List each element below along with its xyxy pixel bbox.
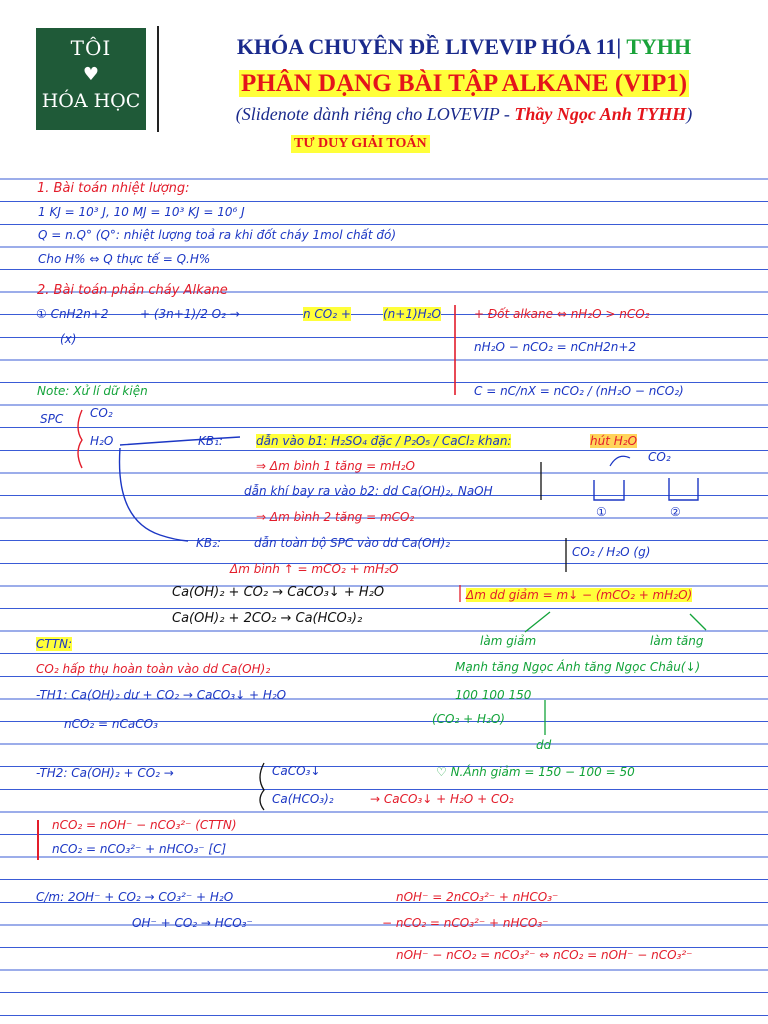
note-line: ① CnH2n+2	[36, 307, 109, 321]
note-line: dd	[536, 738, 552, 752]
note-line: 1. Bài toán nhiệt lượng:	[37, 181, 190, 196]
note-line: làm giảm	[480, 634, 537, 648]
heart-icon: ♥	[82, 64, 100, 85]
note-line: CTTN:	[36, 637, 73, 651]
arrow-kb2	[120, 448, 189, 541]
note-line: Cho H% ⇔ Q thực tế = Q.H%	[38, 252, 211, 266]
note-line: ♡ N.Ánh giảm = 150 − 100 = 50	[436, 765, 635, 779]
th2-brace	[260, 763, 264, 810]
note-line: (x)	[60, 332, 77, 346]
note-line: Ca(HCO₃)₂	[272, 792, 334, 806]
note-line: Δm dd giảm = m↓ − (mCO₂ + mH₂O)	[466, 588, 693, 602]
note-line: ①	[596, 505, 607, 519]
course-brand: TYHH	[626, 34, 692, 59]
logo-text-top: TÔI	[70, 36, 112, 60]
note-line: nOH⁻ − nCO₂ = nCO₃²⁻ ⇔ nCO₂ = nOH⁻ − nCO₃²⁻	[396, 948, 693, 962]
note-line: n CO₂ +	[303, 307, 351, 321]
note-line: ⇒ Δm bình 2 tăng = mCO₂	[256, 510, 415, 524]
note-line: CO₂ hấp thụ hoàn toàn vào dd Ca(OH)₂	[36, 662, 271, 676]
note-line: ②	[670, 505, 681, 519]
note-line: CO₂	[648, 450, 671, 464]
note-line: H₂O	[90, 434, 114, 448]
note-line: -TH2: Ca(OH)₂ + CO₂ →	[36, 766, 174, 780]
note-line: 100 100 150	[455, 688, 532, 702]
note-line: dẫn toàn bộ SPC vào dd Ca(OH)₂	[254, 536, 451, 550]
subtitle-main: (Slidenote dành riêng cho LOVEVIP -	[235, 104, 515, 124]
note-line: Ca(OH)₂ + 2CO₂ → Ca(HCO₃)₂	[172, 611, 363, 626]
arrow-lam-giam	[525, 612, 550, 632]
note-line: C = nC/nX = nCO₂ / (nH₂O − nCO₂)	[474, 384, 684, 398]
note-line: CaCO₃↓	[272, 764, 321, 778]
subtitle-teacher: Thầy Ngọc Anh TYHH	[514, 104, 687, 124]
note-line: KB₁:	[198, 434, 223, 448]
note-line: Ca(OH)₂ + CO₂ → CaCO₃↓ + H₂O	[172, 585, 385, 600]
note-line: 2. Bài toán phản cháy Alkane	[37, 283, 228, 298]
note-line: nH₂O − nCO₂ = nCnH2n+2	[474, 340, 637, 354]
note-line: ⇒ Δm bình 1 tăng = mH₂O	[256, 459, 415, 473]
note-line: → CaCO₃↓ + H₂O + CO₂	[370, 792, 514, 806]
beaker-2	[669, 478, 698, 500]
note-line: dẫn khí bay ra vào b2: dd Ca(OH)₂, NaOH	[244, 484, 493, 498]
note-line: Q = n.Q° (Q°: nhiệt lượng toả ra khi đốt cháy 1mol chất đó)	[38, 228, 397, 242]
beaker-1	[594, 480, 624, 500]
note-line: + (3n+1)/2 O₂ →	[140, 307, 240, 321]
note-line: làm tăng	[650, 634, 704, 648]
note-line: CO₂ / H₂O (g)	[572, 545, 651, 559]
note-line: dẫn vào b1: H₂SO₄ đặc / P₂O₅ / CaCl₂ khan:	[256, 434, 512, 448]
note-line: CO₂	[90, 406, 113, 420]
arrow-lam-tang	[690, 614, 706, 630]
note-line: 1 KJ = 10³ J, 10 MJ = 10³ KJ = 10⁶ J	[38, 205, 245, 219]
note-line: hút H₂O	[590, 434, 638, 448]
note-line: Δm bình ↑ = mCO₂ + mH₂O	[230, 562, 399, 576]
logo-text-bottom: HÓA HỌC	[41, 90, 141, 112]
subtitle-end: )	[686, 104, 693, 124]
note-line: nCO₂ = nCaCO₃	[64, 717, 158, 731]
note-line: Note: Xử lí dữ kiện	[37, 384, 148, 398]
note-line: KB₂:	[196, 536, 221, 550]
note-line: (n+1)H₂O	[383, 307, 441, 321]
note-line: C/m: 2OH⁻ + CO₂ → CO₃²⁻ + H₂O	[36, 890, 234, 904]
note-line: nOH⁻ = 2nCO₃²⁻ + nHCO₃⁻	[396, 890, 559, 904]
section-heading: TƯ DUY GIẢI TOÁN	[291, 135, 430, 153]
beaker-arrow	[610, 456, 630, 466]
note-line: nCO₂ = nCO₃²⁻ + nHCO₃⁻ [C]	[52, 842, 227, 856]
note-line: + Đốt alkane ⇔ nH₂O > nCO₂	[474, 307, 650, 321]
course-title-text: KHÓA CHUYÊN ĐỀ LIVEVIP HÓA 11|	[236, 34, 622, 59]
note-line: Mạnh tăng Ngọc Ánh tăng Ngọc Châu(↓)	[455, 660, 701, 674]
note-line: nCO₂ = nOH⁻ − nCO₃²⁻ (CTTN)	[52, 818, 237, 832]
note-line: (CO₂ + H₂O)	[432, 712, 505, 726]
topic-title-text: PHÂN DẠNG BÀI TẬP ALKANE (VIP1)	[240, 70, 688, 97]
note-line: OH⁻ + CO₂ → HCO₃⁻	[132, 916, 253, 930]
note-line: − nCO₂ = nCO₃²⁻ + nHCO₃⁻	[382, 916, 549, 930]
note-line: -TH1: Ca(OH)₂ dư + CO₂ → CaCO₃↓ + H₂O	[36, 688, 287, 702]
spc-brace	[78, 410, 82, 468]
note-line: SPC	[40, 412, 64, 426]
